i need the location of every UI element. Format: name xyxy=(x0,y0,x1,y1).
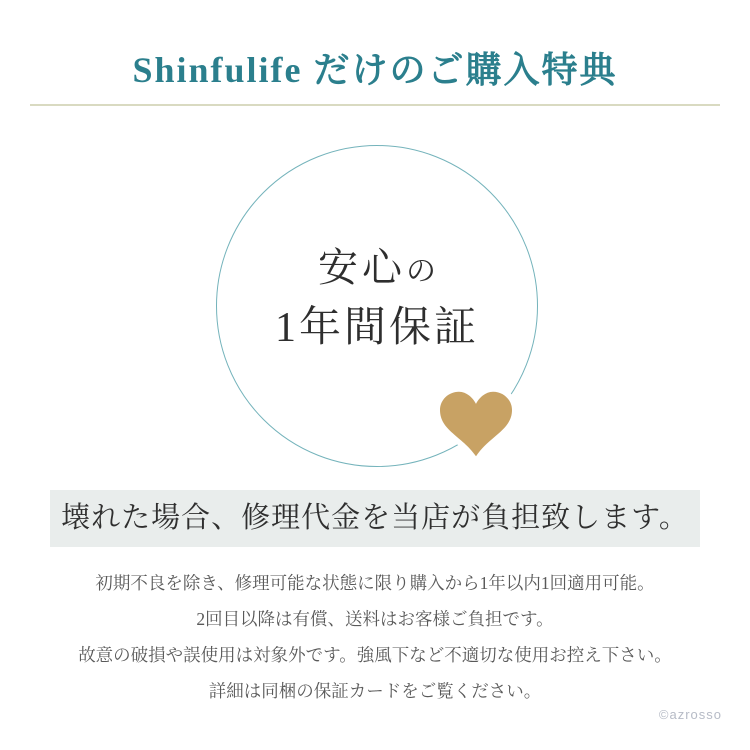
heart-icon xyxy=(431,383,521,465)
warranty-line1-main: 安心 xyxy=(318,245,406,290)
note-line: 2回目以降は有償、送料はお客様ご負担です。 xyxy=(196,609,554,629)
note-line: 初期不良を除き、修理可能な状態に限り購入から1年以内1回適用可能。 xyxy=(95,573,655,593)
warranty-circle-text xyxy=(217,246,537,351)
note-line: 故意の破損や誤使用は対象外です。強風下など不適切な使用お控え下さい。 xyxy=(78,645,672,665)
highlight-text: 壊れた場合、修理代金を当店が負担致します。 xyxy=(61,502,689,534)
warranty-line1-particle: の xyxy=(406,255,436,288)
warranty-notes xyxy=(0,565,750,709)
title-divider xyxy=(30,104,720,106)
note-line: 詳細は同梱の保証カードをご覧ください。 xyxy=(208,681,542,701)
highlight-box xyxy=(50,490,700,547)
watermark: ©azrosso xyxy=(658,707,722,722)
warranty-line2: 1年間保証 xyxy=(274,305,479,351)
page-title: Shinfulife だけのご購入特典 xyxy=(132,50,618,90)
warranty-line1 xyxy=(217,246,537,294)
